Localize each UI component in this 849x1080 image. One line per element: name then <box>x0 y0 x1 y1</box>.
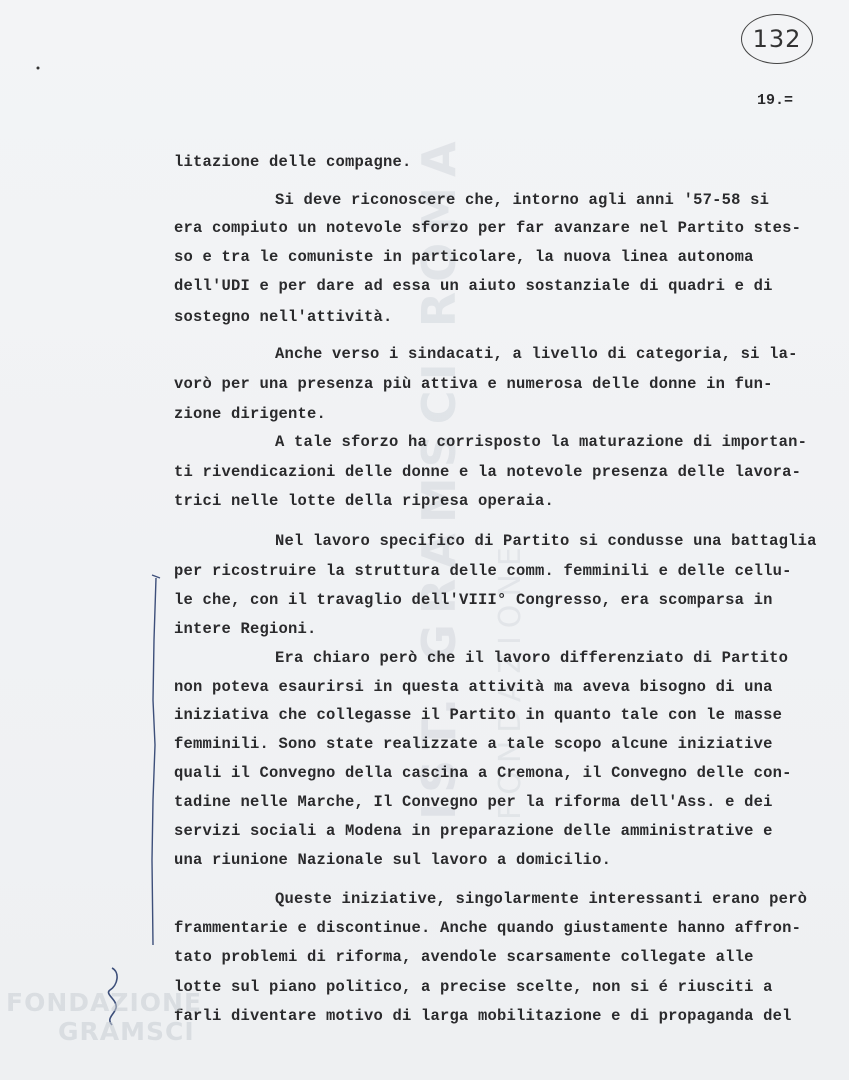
margin-vertical-line <box>152 578 156 945</box>
handwritten-page-number: 132 <box>741 14 813 64</box>
text-line: una riunione Nazionale sul lavoro a domicilio. <box>174 851 612 869</box>
text-line: servizi sociali a Modena in preparazione delle amministrative e <box>174 822 773 840</box>
text-line: lotte sul piano politico, a precise scelte, non si é riusciti a <box>174 978 773 996</box>
text-line: trici nelle lotte della ripresa operaia. <box>174 492 555 510</box>
text-line: A tale sforzo ha corrisposto la maturazione di importan- <box>275 433 808 451</box>
foundation-logo-line1: FONDAZIONE <box>6 988 203 1017</box>
text-line: tadine nelle Marche, Il Convegno per la riforma dell'Ass. e dei <box>174 793 773 811</box>
text-line: per ricostruire la struttura delle comm. femminili e delle cellu- <box>174 562 792 580</box>
text-line: zione dirigente. <box>174 405 327 423</box>
text-line: dell'UDI e per dare ad essa un aiuto sostanziale di quadri e di <box>174 277 773 295</box>
text-line: vorò per una presenza più attiva e numerosa delle donne in fun- <box>174 375 773 393</box>
text-line: so e tra le comuniste in particolare, la nuova linea autonoma <box>174 248 754 266</box>
watermark-vertical-text: IST. GRAMSCI ROMA <box>412 131 466 820</box>
text-line: frammentarie e discontinue. Anche quando giustamente hanno affron- <box>174 919 802 937</box>
text-line: Si deve riconoscere che, intorno agli anni '57-58 si <box>275 191 770 209</box>
text-line: Anche verso i sindacati, a livello di categoria, si la- <box>275 345 798 363</box>
text-line: tato problemi di riforma, avendole scarsamente collegate alle <box>174 948 754 966</box>
text-line: intere Regioni. <box>174 620 317 638</box>
ink-speck <box>37 67 40 70</box>
text-line: era compiuto un notevole sforzo per far avanzare nel Partito stes- <box>174 219 802 237</box>
text-line: ti rivendicazioni delle donne e la notevole presenza delle lavora- <box>174 463 802 481</box>
text-line: quali il Convegno della cascina a Cremona, il Convegno delle con- <box>174 764 792 782</box>
text-line: iniziativa che collegasse il Partito in quanto tale con le masse <box>174 706 783 724</box>
margin-line-tick <box>152 575 160 578</box>
text-line: femminili. Sono state realizzate a tale scopo alcune iniziative <box>174 735 773 753</box>
text-line: le che, con il travaglio dell'VIII° Congresso, era scomparsa in <box>174 591 773 609</box>
text-line: Nel lavoro specifico di Partito si condusse una battaglia <box>275 532 817 550</box>
typed-page-number: 19.= <box>757 92 794 109</box>
foundation-logo-line2: GRAMSCI <box>58 1017 195 1046</box>
text-line: non poteva esaurirsi in questa attività ma aveva bisogno di una <box>174 678 773 696</box>
text-line: litazione delle compagne. <box>174 153 412 171</box>
text-line: farli diventare motivo di larga mobilitazione e di propaganda del <box>174 1007 792 1025</box>
text-line: Queste iniziative, singolarmente interessanti erano però <box>275 890 808 908</box>
watermark-vertical-subtext: FONDAZIONE <box>493 539 528 820</box>
text-line: sostegno nell'attività. <box>174 308 393 326</box>
text-line: Era chiaro però che il lavoro differenziato di Partito <box>275 649 789 667</box>
